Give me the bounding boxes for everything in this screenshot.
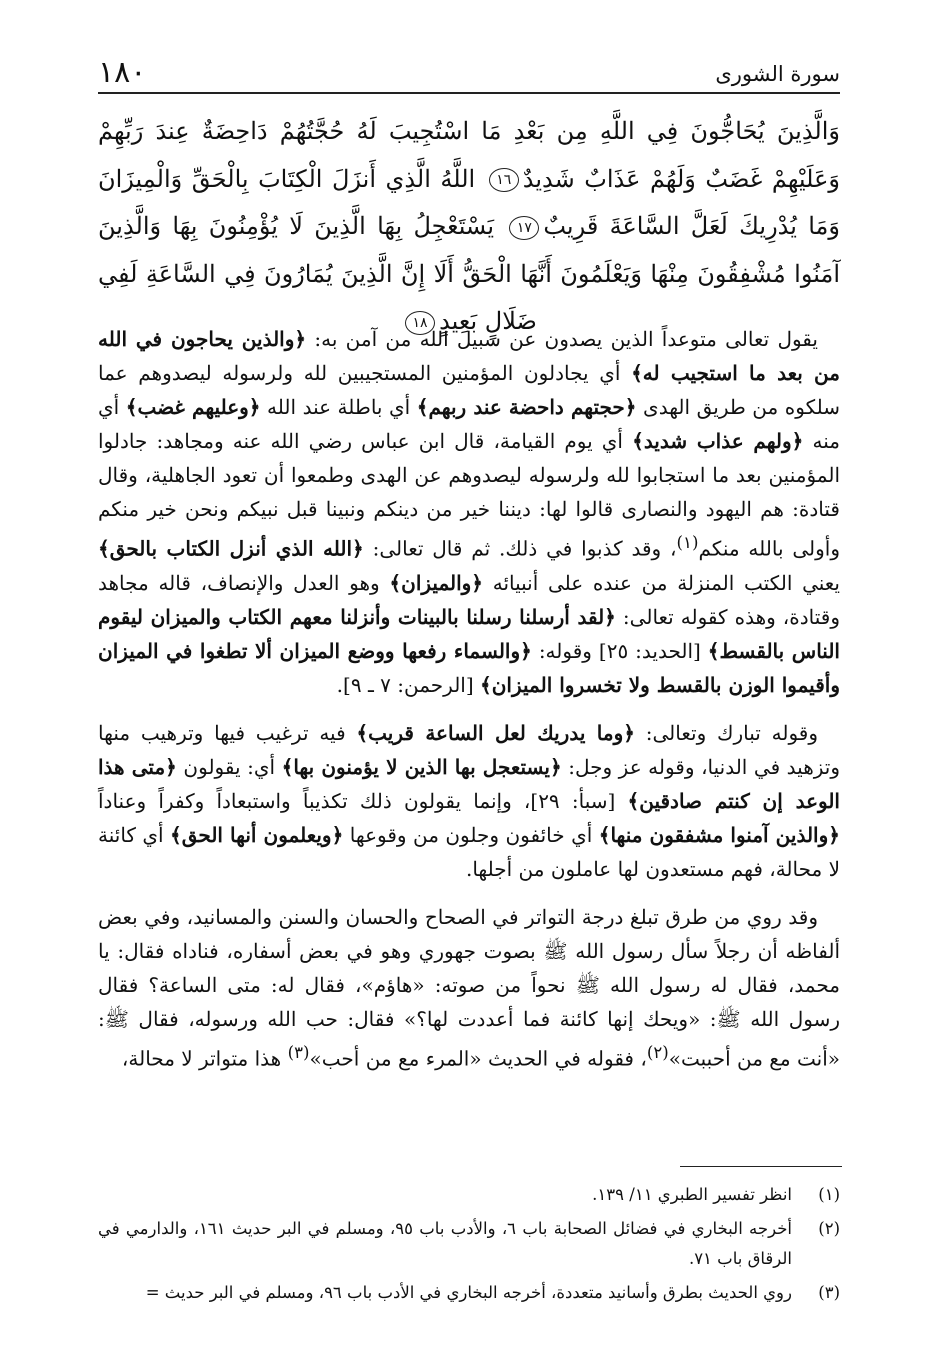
quran-quote: ﴿والسماء رفعها ووضع الميزان ألا تطغوا في الميزان وأقيموا الوزن بالقسط ولا تخسروا الميزان﴾ xyxy=(98,638,840,697)
text-run: أي كائنة لا محالة، فهم مستعدون لها عاملون من أجلها. xyxy=(98,822,840,881)
paragraph xyxy=(98,716,840,886)
footnotes xyxy=(98,1180,840,1312)
quran-quote: ﴿والذين آمنوا مشفقون منها﴾ xyxy=(598,822,840,847)
text-run: أي يوم القيامة، قال ابن عباس رضي الله عنه ومجاهد: جادلوا المؤمنين بعد ما استجابوا لله ولرسوله ليصدوهم عن الهدى وطمعوا أن تعود الجاهلية، وقال قتادة: هم اليهود والنصارى قالوا لها: ديننا خير من دينكم ونبينا قبل نبيكم ونحن خير منكم وأولى بالله منكم xyxy=(98,429,841,561)
footnote-ref: (١) xyxy=(676,533,699,552)
footnote-text: روي الحديث بطرق وأسانيد متعددة، أخرجه البخاري في الأدب باب ٩٦، ومسلم في البر حديث = xyxy=(145,1283,792,1302)
paragraph xyxy=(98,900,840,1076)
quran-quote: ﴿وعليهم غضب﴾ xyxy=(125,395,261,419)
footnote-item xyxy=(98,1214,840,1274)
verse-number-marker: ١٦ xyxy=(489,168,519,192)
quran-quote: ﴿متى هذا الوعد إن كنتم صادقين﴾ xyxy=(98,754,840,813)
footnote-ref: (٢) xyxy=(646,1042,669,1062)
paragraph xyxy=(98,322,840,702)
quran-quote: ﴿والذين يحاجون في الله من بعد ما استجيب له﴾ xyxy=(98,327,840,385)
quran-quote: ﴿والميزان﴾ xyxy=(389,570,484,595)
footnote-number: (٣) xyxy=(818,1283,840,1302)
text-run: فيه ترغيب فيها وترهيب منها وتزهيد في الدنيا، وقوله عز وجل: xyxy=(98,720,841,779)
verse-number-marker: ١٧ xyxy=(509,216,539,240)
verse-number-marker: ١٨ xyxy=(405,311,435,335)
text-run: أي منه xyxy=(98,395,840,453)
text-run: يقول تعالى متوعداً الذين يصدون عن سبيل الله من آمن به: xyxy=(306,327,818,351)
quran-quote: ﴿وما يدريك لعل الساعة قريب﴾ xyxy=(356,720,635,745)
verse-text: يَسْتَعْجِلُ بِهَا الَّذِينَ لَا يُؤْمِنُونَ بِهَا وَالَّذِينَ آمَنُوا مُشْفِقُونَ مِنْهَا وَيَعْلَمُونَ أَنَّهَا الْحَقُّ أَلَا إِنَّ الَّذِينَ يُمَارُونَ فِي السَّاعَةِ لَفِي ضَلَالٍ بَعِيدٍ xyxy=(98,212,840,335)
quran-quote: ﴿لقد أرسلنا رسلنا بالبينات وأنزلنا معهم الكتاب والميزان ليقوم الناس بالقسط﴾ xyxy=(98,604,840,663)
footnote-ref: (٣) xyxy=(287,1042,310,1062)
surah-name: سورة الشورى xyxy=(715,62,840,86)
quran-quote: ﴿ويعلمون أنها الحق﴾ xyxy=(170,822,344,847)
text-run: وقوله تبارك وتعالى: xyxy=(634,720,818,745)
text-run: ، فقوله في الحديث «المرء مع من أحب» xyxy=(309,1046,647,1071)
page-number: ١٨٠ xyxy=(98,55,147,90)
text-run: [الحديد: ٢٥] وقوله: xyxy=(531,638,708,663)
text-run: ، وقد كذبوا في ذلك. ثم قال تعالى: xyxy=(363,536,677,561)
text-run: أي باطلة عند الله xyxy=(260,395,417,419)
verse-text: وَالَّذِينَ يُحَاجُّونَ فِي اللَّهِ مِن بَعْدِ مَا اسْتُجِيبَ لَهُ حُجَّتُهُمْ دَاحِضَةٌ عِندَ رَبِّهِمْ وَعَلَيْهِمْ غَضَبٌ وَلَهُمْ عَذَابٌ شَدِيدٌ xyxy=(98,117,840,193)
text-run: وهو العدل والإنصاف، قاله مجاهد وقتادة، وهذه كقوله تعالى: xyxy=(98,570,840,629)
text-run: يعني الكتب المنزلة من عنده على أنبيائه xyxy=(483,570,840,595)
quran-quote: ﴿الله الذي أنزل الكتاب بالحق﴾ xyxy=(98,536,364,561)
quran-verses-block xyxy=(98,108,840,346)
footnote-number: (١) xyxy=(818,1185,840,1204)
footnote-text: أخرجه البخاري في فضائل الصحابة باب ٦، والأدب باب ٩٥، ومسلم في البر حديث ١٦١، والدارمي في الرقاق باب ٧١. xyxy=(98,1219,792,1268)
text-run: أي يجادلون المؤمنين المستجيبين لله ولرسوله ليصدوهم عما سلكوه من طريق الهدى xyxy=(98,361,840,419)
text-run: [الرحمن: ٧ ـ ٩]. xyxy=(336,672,481,697)
footnote-number: (٢) xyxy=(818,1219,840,1238)
text-run: وقد روي من طرق تبلغ درجة التواتر في الصحاح والحسان والسنن والمسانيد، وفي بعض ألفاظه أن رجلاً سأل رسول الله ﷺ بصوت جهوري وهو في بعض أسفاره، فناداه فقال: يا محمد، فقال له رسول الله ﷺ نحواً من صوته: «هاؤم»، فقال له: متى الساعة؟ فقال رسول الله ﷺ: «ويحك إنها كائنة فما أعددت لها؟» فقال: حب الله ورسوله، فقال ﷺ: «أنت مع من أحببت» xyxy=(98,904,841,1071)
text-run: هذا متواتر لا محالة، xyxy=(121,1046,288,1071)
text-run: أي: يقولون xyxy=(176,754,282,779)
footnote-separator xyxy=(680,1166,842,1167)
verse-text: اللَّهُ الَّذِي أَنزَلَ الْكِتَابَ بِالْحَقِّ وَالْمِيزَانَ وَمَا يُدْرِيكَ لَعَلَّ السَّاعَةَ قَرِيبٌ xyxy=(98,164,840,240)
quran-quote: ﴿حجتهم داحضة عند ربهم﴾ xyxy=(416,395,637,419)
quran-quote: ﴿يستعجل بها الذين لا يؤمنون بها﴾ xyxy=(281,754,562,779)
footnote-item xyxy=(98,1278,840,1308)
text-run: أي خائفون وجلون من وقوعها xyxy=(343,822,599,847)
quran-quote: ﴿ولهم عذاب شديد﴾ xyxy=(632,429,804,453)
commentary-text xyxy=(98,322,840,1089)
footnote-text: انظر تفسير الطبري ١١/ ١٣٩. xyxy=(592,1185,792,1204)
footnote-item xyxy=(98,1180,840,1210)
page-header xyxy=(98,56,840,94)
text-run: [سبأ: ٢٩]، وإنما يقولون ذلك تكذيباً واستبعاداً وكفراً وعناداً xyxy=(98,788,628,813)
